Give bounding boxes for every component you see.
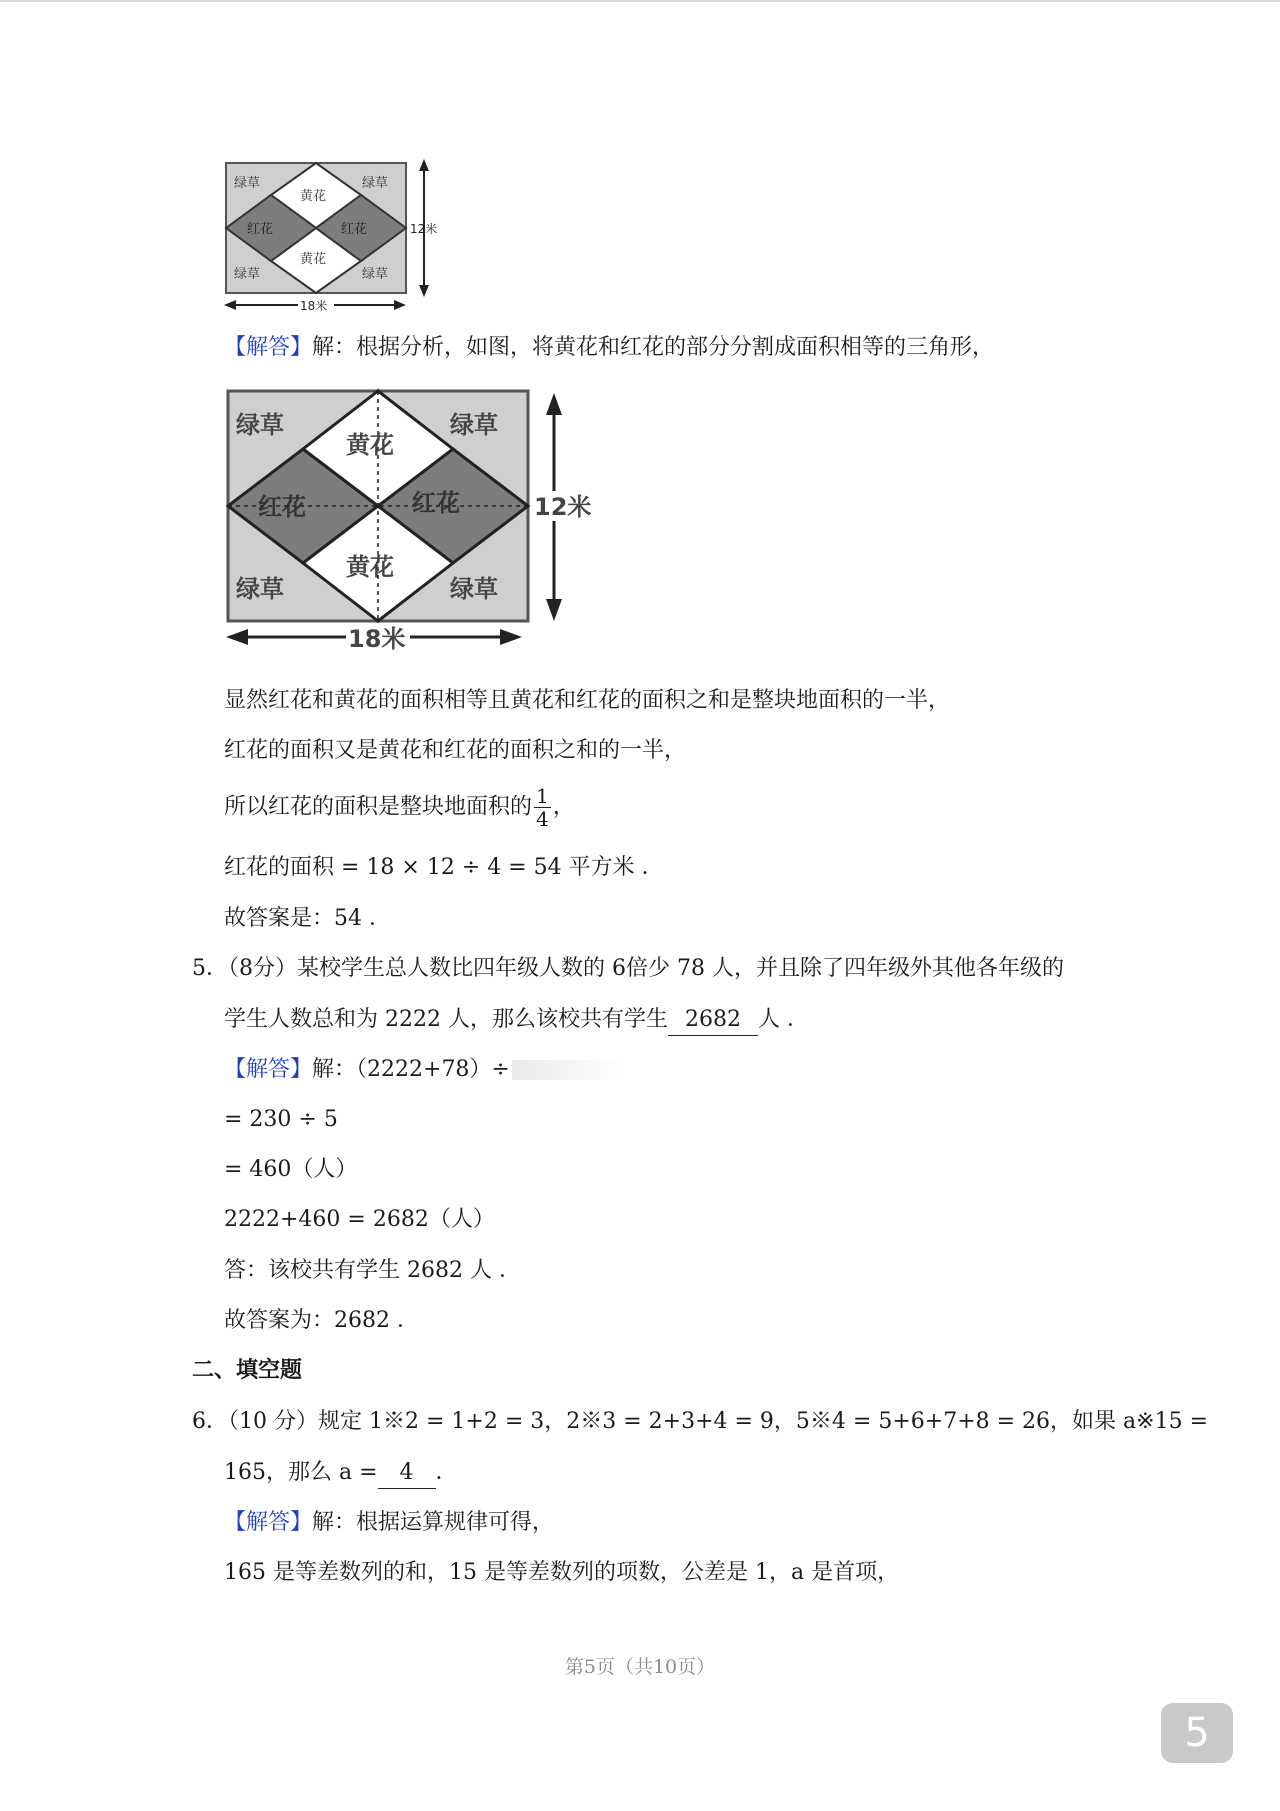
q5-answer-blank: 2682 [668,1005,758,1036]
small-height-label: 12米 [410,222,438,236]
page-footer: 第5页（共10页） [564,1656,716,1678]
q5-calc-3: 2222+460 = 2682（人） [224,1207,495,1232]
q6-line-1: 165 是等差数列的和，15 是等差数列的项数，公差是 1，a 是首项， [224,1560,900,1585]
solution-tag: 【解答】 [224,1510,313,1535]
q5-stem-2 [224,1005,809,1036]
fraction-numerator: 1 [536,784,549,808]
large-yellow-label-top: 黄花 [346,431,394,459]
small-grass-label-tl: 绿草 [234,176,261,191]
q6-stem-2-prefix: 165，那么 a = [224,1460,378,1485]
solution-intro-text: 解：根据分析，如图，将黄花和红花的部分分割成面积相等的三角形， [312,335,995,360]
q4-line-1: 显然红花和黄花的面积相等且黄花和红花的面积之和是整块地面积的一半， [224,688,951,713]
section-heading: 二、填空题 [192,1358,303,1383]
fraction-denominator: 4 [536,807,549,831]
q5-calc-1: = 230 ÷ 5 [224,1107,338,1132]
q5-reply: 答：该校共有学生 2682 人 ． [224,1258,521,1283]
q4-line-3-suffix: ， [552,794,575,820]
large-width-label: 18米 [348,625,406,653]
q4-solution-intro [224,333,994,363]
q4-line-2: 红花的面积又是黄花和红花的面积之和的一半， [224,738,687,763]
small-red-label-right: 红花 [341,222,368,237]
large-garden-diagram [222,385,602,655]
q5-calc-2: = 460（人） [224,1157,358,1182]
q6-solution-intro-text: 解：根据运算规律可得， [312,1510,555,1535]
q5-stem-2-prefix: 学生人数总和为 2222 人，那么该校共有学生 [224,1007,668,1032]
q6-stem-2-suffix: ． [435,1460,458,1485]
solution-tag: 【解答】 [224,1057,313,1082]
small-garden-diagram [220,155,460,315]
small-yellow-label-bottom: 黄花 [300,252,327,267]
q5-stem-2-suffix: 人 ． [757,1007,809,1032]
large-yellow-label-bottom: 黄花 [346,553,394,581]
large-grass-label-tr: 绿草 [450,411,498,439]
small-red-label-left: 红花 [247,222,274,237]
large-grass-label-bl: 绿草 [236,575,284,603]
page-number-badge[interactable]: 5 [1161,1703,1233,1763]
q5-solution-text: 解：（2222+78）÷ [312,1057,510,1082]
solution-tag: 【解答】 [224,335,313,360]
q5-final: 故答案为：2682 ． [224,1308,419,1333]
fraction-one-quarter [534,785,551,830]
small-grass-label-bl: 绿草 [234,267,261,282]
large-grass-label-br: 绿草 [450,575,498,603]
small-grass-label-tr: 绿草 [362,176,389,191]
small-grass-label-br: 绿草 [362,267,389,282]
small-yellow-label-top: 黄花 [300,189,327,204]
q6-stem-1: 6．（10 分）规定 1※2 = 1+2 = 3，2※3 = 2+3+4 = 9，5※4 = 5+6+7+8 = 26，如果 a※15 = [192,1409,1209,1434]
q6-answer-blank: 4 [378,1458,436,1489]
q4-line-4: 红花的面积 = 18 × 12 ÷ 4 = 54 平方米 ． [224,855,664,880]
large-red-label-right: 红花 [412,489,460,517]
q4-line-3 [224,785,575,830]
top-border [0,0,1280,2]
q6-stem-2 [224,1458,458,1489]
q4-line-3-prefix: 所以红花的面积是整块地面积的 [224,794,533,820]
large-red-label-left: 红花 [258,493,306,521]
small-width-label: 18米 [300,299,328,313]
blurred-region [512,1060,622,1080]
q4-line-5: 故答案是：54 ． [224,906,391,931]
large-height-label: 12米 [534,493,592,521]
q5-solution [224,1055,622,1085]
large-grass-label-tl: 绿草 [236,411,284,439]
q5-stem-1: 5．（8分）某校学生总人数比四年级人数的 6倍少 78 人，并且除了四年级外其他各年级的 [192,956,1064,981]
q6-solution-intro [224,1508,554,1538]
